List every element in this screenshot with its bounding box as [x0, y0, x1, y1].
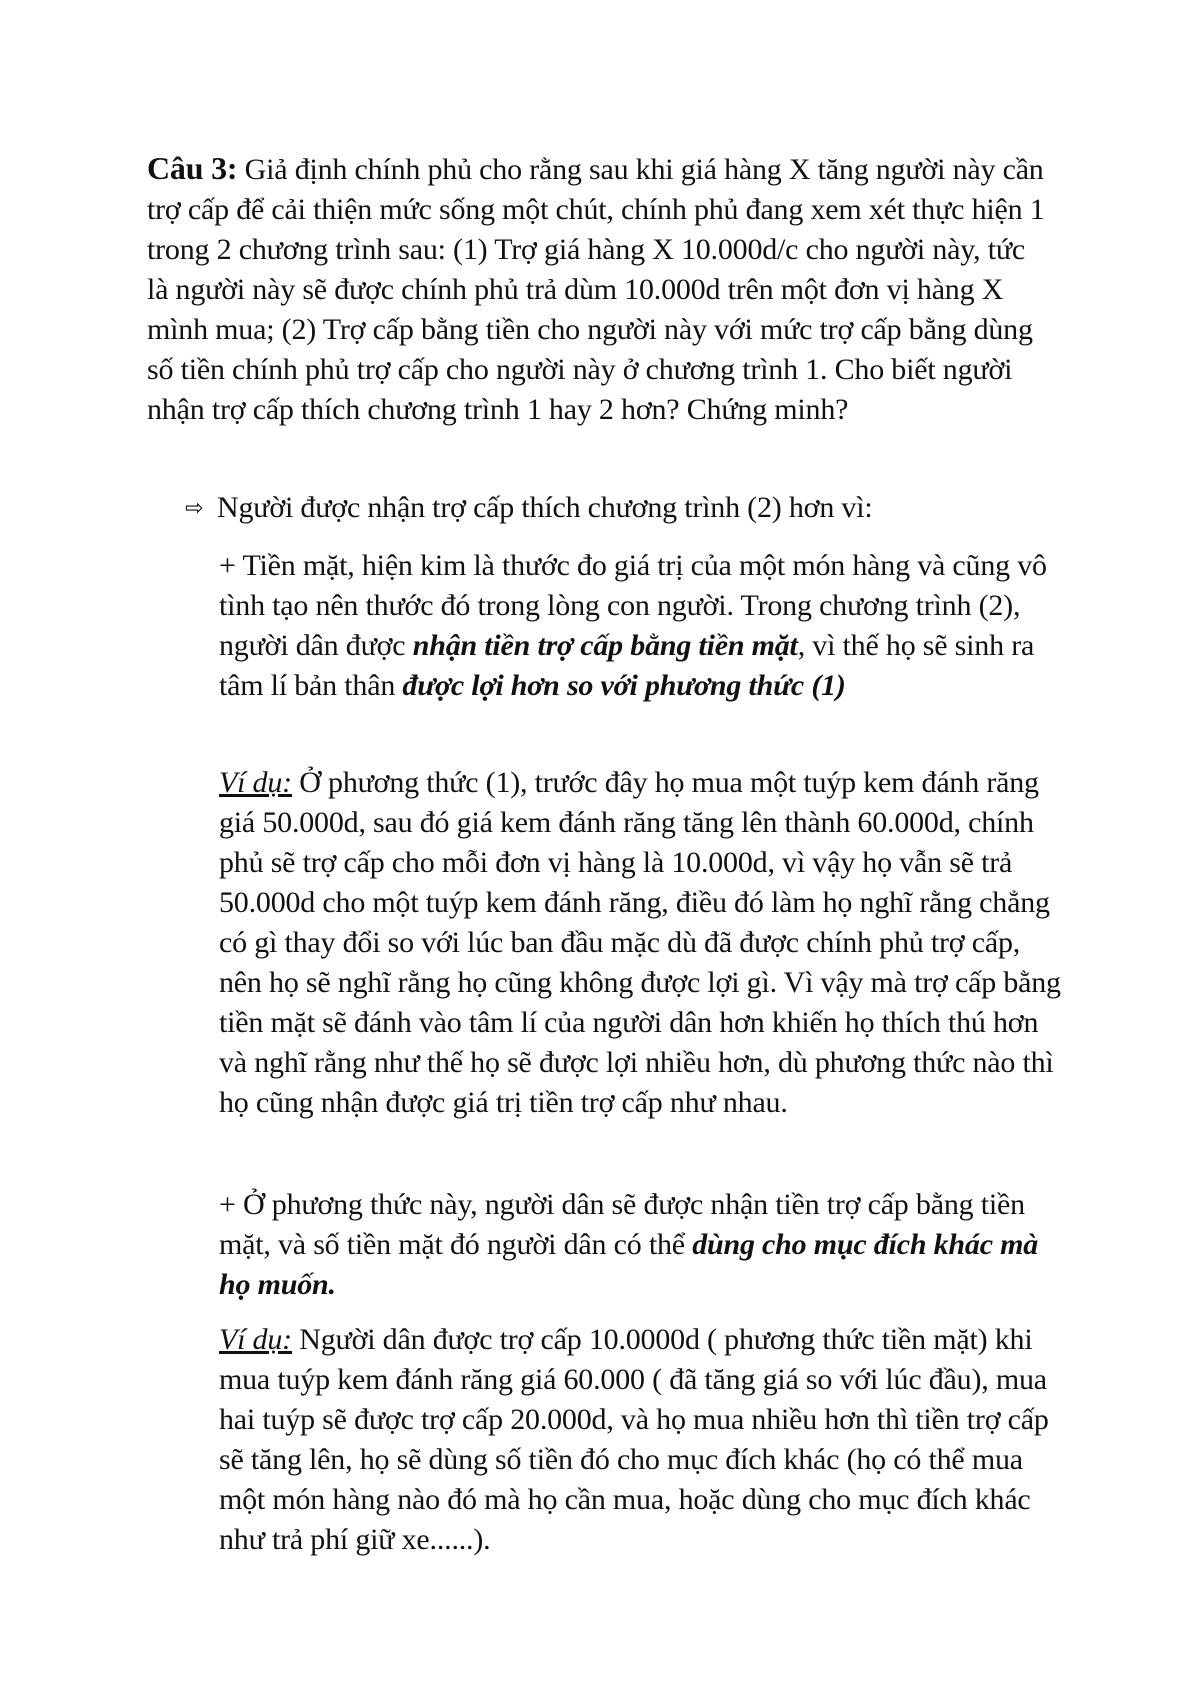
point-1-text-a: + Tiền mặt, hiện kim là thước đo giá trị của một món hàng và cũng vô tình tạo nên thước đó trong lòng con người. Trong chương trình (2), người dân được [219, 549, 1047, 662]
point-1-text-b: , vì thế họ sẽ sinh ra tâm lí bản thân [219, 629, 1035, 702]
answer-text: Người được nhận trợ cấp thích chương trình (2) hơn vì: [217, 491, 873, 524]
point-2-emphasis-a: dùng cho mục đích khác mà họ muốn. [219, 1228, 1039, 1301]
example-2-label: Ví dụ: [219, 1323, 292, 1356]
point-1-emphasis-a: nhận tiền trợ cấp bằng tiền mặt [412, 629, 798, 662]
right-arrow-icon: ⇨ [185, 496, 204, 521]
question-text: Giả định chính phủ cho rằng sau khi giá hàng X tăng người này cần trợ cấp để cải thiện mức sống một chút, chính phủ đang xem xét thực hiện 1 trong 2 chương trình sau: (1) Trợ giá hàng X 10.000d/c cho người này, tức là người này sẽ được chính phủ trả dùm 10.000d trên một đơn vị hàng X mình mua; (2) Trợ cấp bằng tiền cho người này với mức trợ cấp bằng dùng số tiền chính phủ trợ cấp cho người này ở chương trình 1. Cho biết người nhận trợ cấp thích chương trình 1 hay 2 hơn? Chứng minh? [147, 153, 1045, 426]
example-1-paragraph [219, 763, 1064, 1123]
point-2-paragraph [219, 1185, 1064, 1305]
point-1-paragraph [219, 546, 1064, 706]
example-2-paragraph [219, 1320, 1064, 1560]
answer-line [185, 488, 1085, 529]
example-2-text: Người dân được trợ cấp 10.0000d ( phương thức tiền mặt) khi mua tuýp kem đánh răng giá 60.000 ( đã tăng giá so với lúc đầu), mua hai tuýp sẽ được trợ cấp 20.000d, và họ mua nhiều hơn thì tiền trợ cấp sẽ tăng lên, họ sẽ dùng số tiền đó cho mục đích khác (họ có thể mua một món hàng nào đó mà họ cần mua, hoặc dùng cho mục đích khác như trả phí giữ xe......). [219, 1323, 1049, 1556]
question-paragraph [147, 148, 1047, 430]
question-label: Câu 3: [147, 150, 238, 186]
point-2-text-a: + Ở phương thức này, người dân sẽ được nhận tiền trợ cấp bằng tiền mặt, và số tiền mặt đó người dân có thể [219, 1188, 1025, 1261]
point-1-emphasis-b: được lợi hơn so với phương thức (1) [402, 669, 846, 702]
example-1-label: Ví dụ: [219, 766, 292, 799]
example-1-text: Ở phương thức (1), trước đây họ mua một tuýp kem đánh răng giá 50.000d, sau đó giá kem đánh răng tăng lên thành 60.000d, chính phủ sẽ trợ cấp cho mỗi đơn vị hàng là 10.000d, vì vậy họ vẫn sẽ trả 50.000d cho một tuýp kem đánh răng, điều đó làm họ nghĩ rằng chẳng có gì thay đổi so với lúc ban đầu mặc dù đã được chính phủ trợ cấp, nên họ sẽ nghĩ rằng họ cũng không được lợi gì. Vì vậy mà trợ cấp bằng tiền mặt sẽ đánh vào tâm lí của người dân hơn khiến họ thích thú hơn và nghĩ rằng như thế họ sẽ được lợi nhiều hơn, dù phương thức nào thì họ cũng nhận được giá trị tiền trợ cấp như nhau. [219, 766, 1061, 1119]
